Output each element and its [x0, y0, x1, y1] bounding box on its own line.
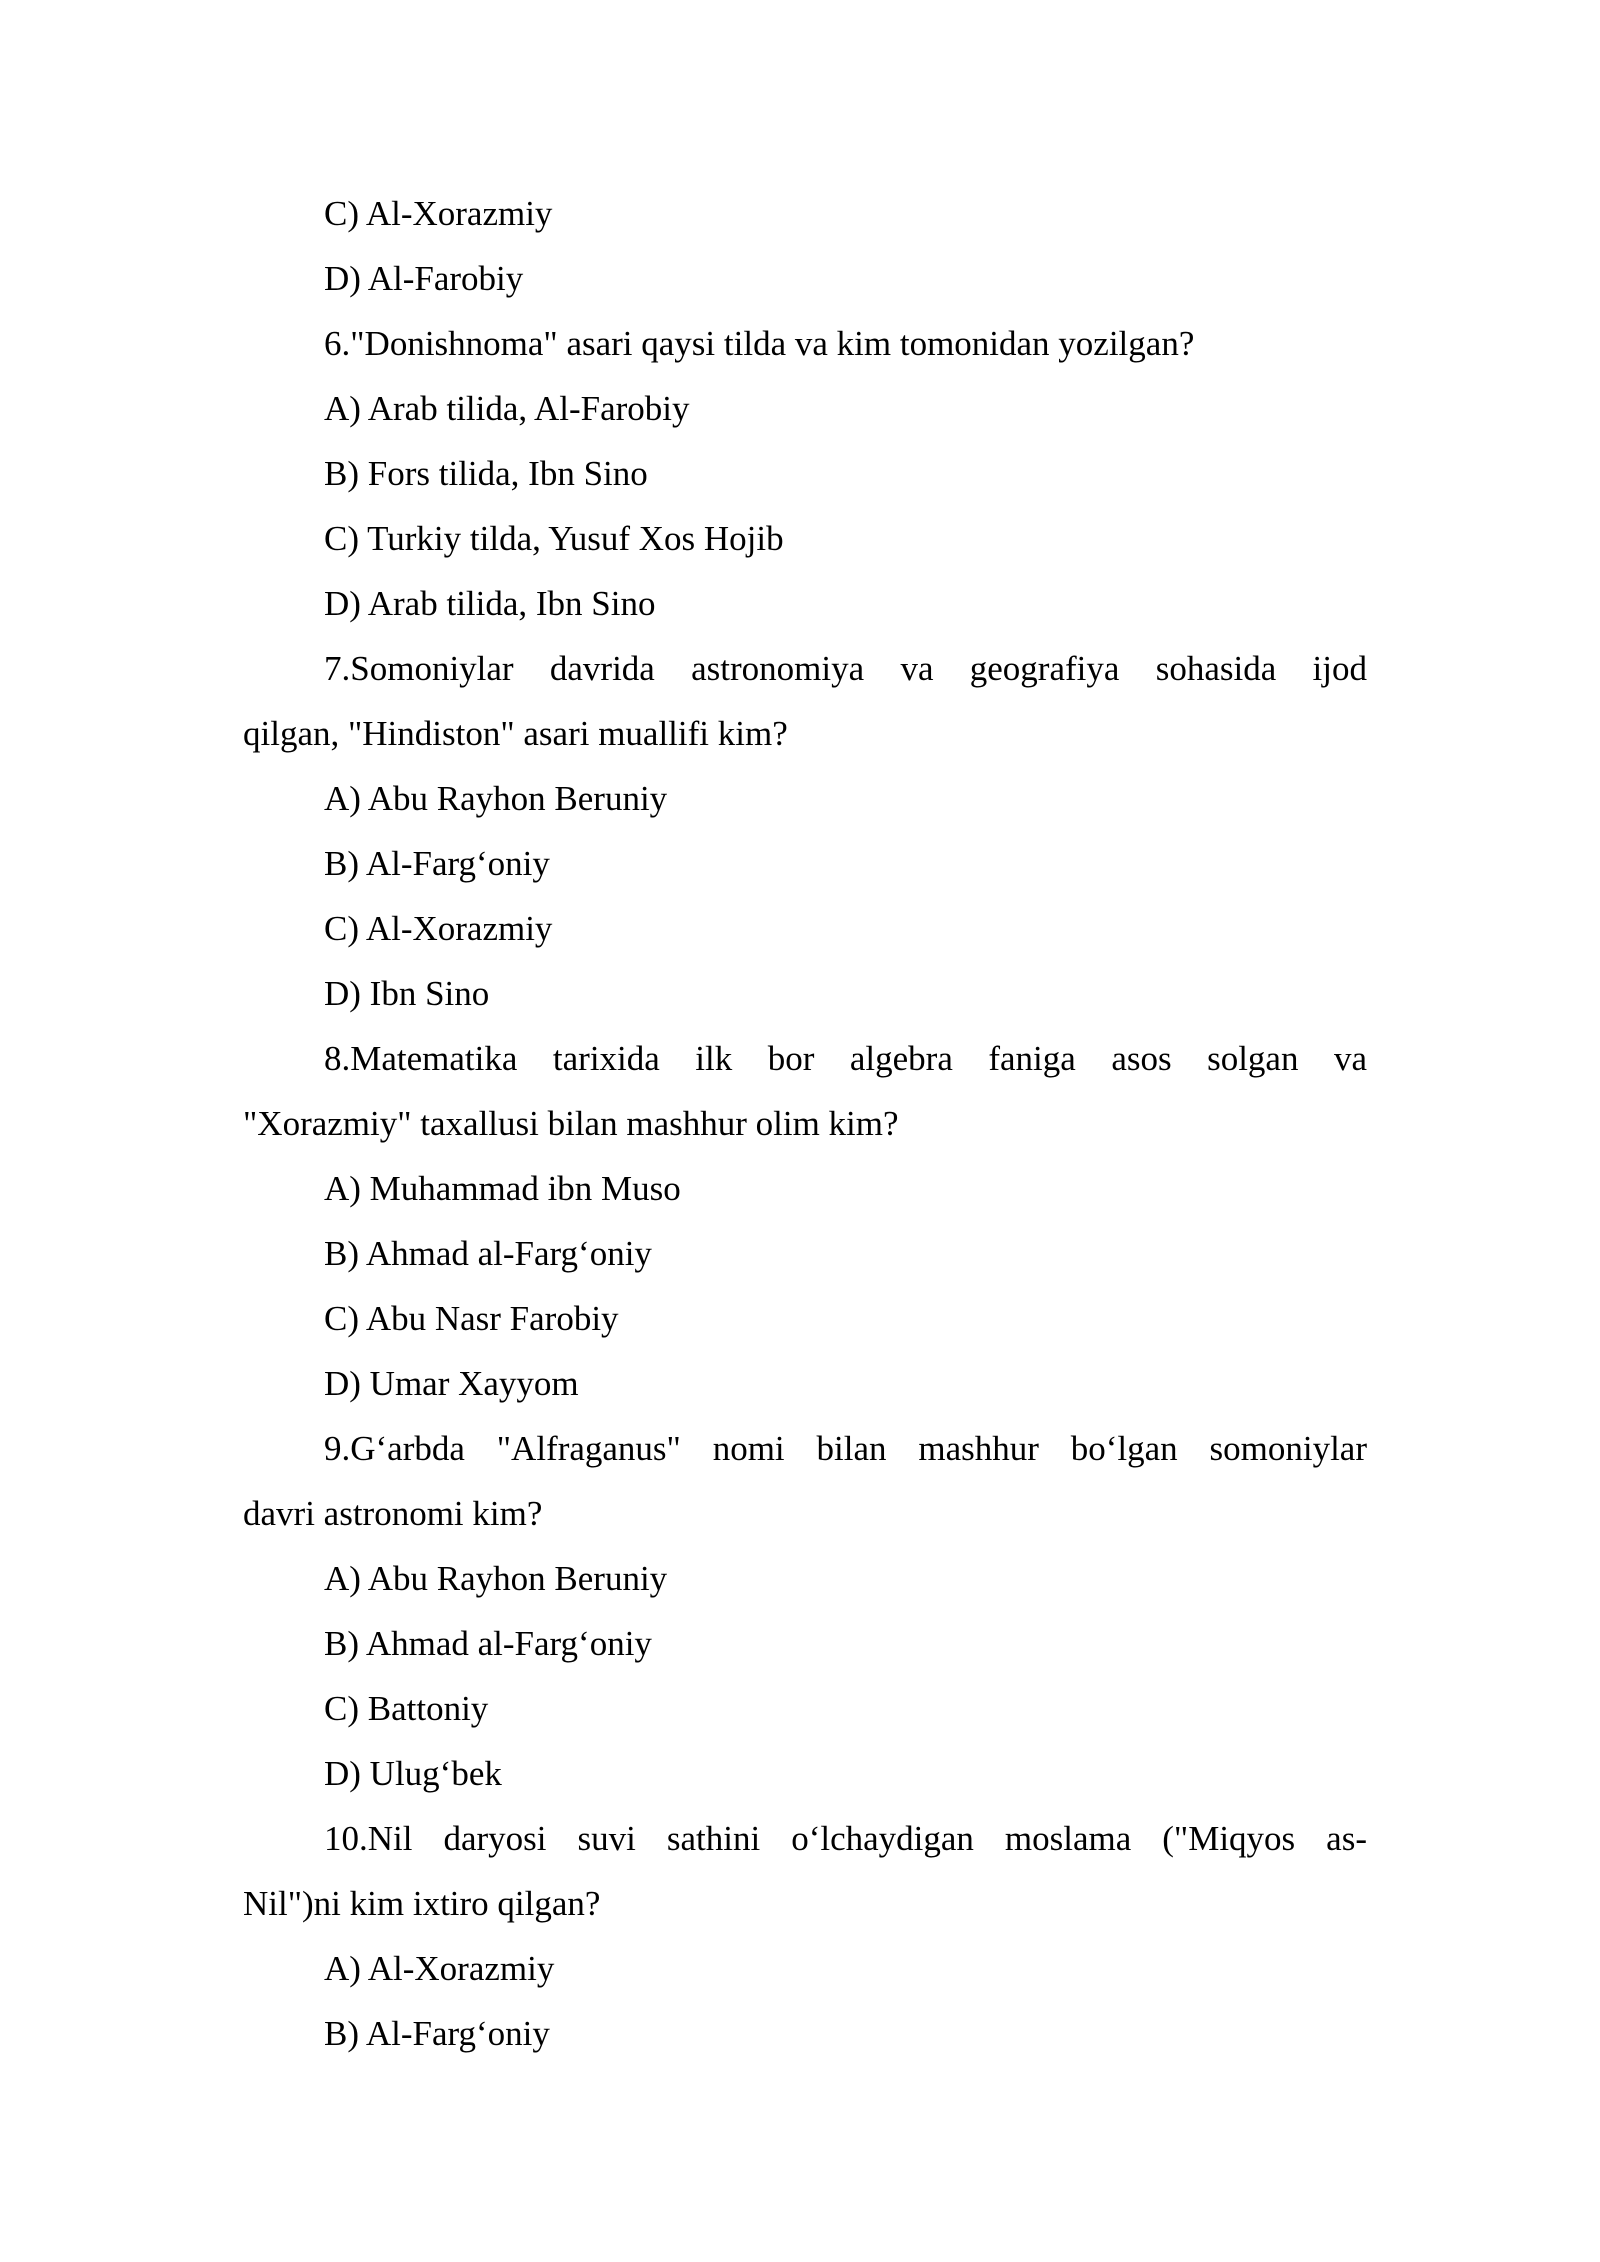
question-text: 8.Matematika tarixida ilk bor algebra faniga asos solgan va [324, 1039, 1367, 1078]
answer-option: B) Al-Farg‘oniy [324, 844, 550, 883]
question-text: 6."Donishnoma" asari qaysi tilda va kim tomonidan yozilgan? [324, 324, 1195, 363]
answer-option: D) Ulug‘bek [324, 1754, 502, 1793]
answer-option: C) Battoniy [324, 1689, 489, 1728]
question-text-continuation: Nil")ni kim ixtiro qilgan? [243, 1884, 601, 1923]
answer-option: D) Ibn Sino [324, 974, 490, 1013]
answer-option: A) Muhammad ibn Muso [324, 1169, 681, 1208]
question-text: 10.Nil daryosi suvi sathini o‘lchaydigan moslama ("Miqyos as- [324, 1819, 1367, 1858]
answer-option: C) Al-Xorazmiy [324, 194, 553, 233]
answer-option: A) Abu Rayhon Beruniy [324, 779, 668, 818]
answer-option: A) Arab tilida, Al-Farobiy [324, 389, 690, 428]
answer-option: B) Ahmad al-Farg‘oniy [324, 1234, 652, 1273]
question-text: 7.Somoniylar davrida astronomiya va geografiya sohasida ijod [324, 649, 1367, 688]
answer-option: C) Abu Nasr Farobiy [324, 1299, 619, 1338]
answer-option: D) Umar Xayyom [324, 1364, 579, 1403]
answer-option: A) Al-Xorazmiy [324, 1949, 555, 1988]
answer-option: B) Ahmad al-Farg‘oniy [324, 1624, 652, 1663]
answer-option: B) Fors tilida, Ibn Sino [324, 454, 648, 493]
answer-option: C) Al-Xorazmiy [324, 909, 553, 948]
answer-option: D) Arab tilida, Ibn Sino [324, 584, 656, 623]
question-text: 9.G‘arbda "Alfraganus" nomi bilan mashhur bo‘lgan somoniylar [324, 1429, 1367, 1468]
answer-option: B) Al-Farg‘oniy [324, 2014, 550, 2053]
answer-option: D) Al-Farobiy [324, 259, 524, 298]
question-text-continuation: qilgan, "Hindiston" asari muallifi kim? [243, 714, 788, 753]
question-text-continuation: davri astronomi kim? [243, 1494, 543, 1533]
answer-option: A) Abu Rayhon Beruniy [324, 1559, 668, 1598]
question-text-continuation: "Xorazmiy" taxallusi bilan mashhur olim kim? [243, 1104, 899, 1143]
answer-option: C) Turkiy tilda, Yusuf Xos Hojib [324, 519, 784, 558]
